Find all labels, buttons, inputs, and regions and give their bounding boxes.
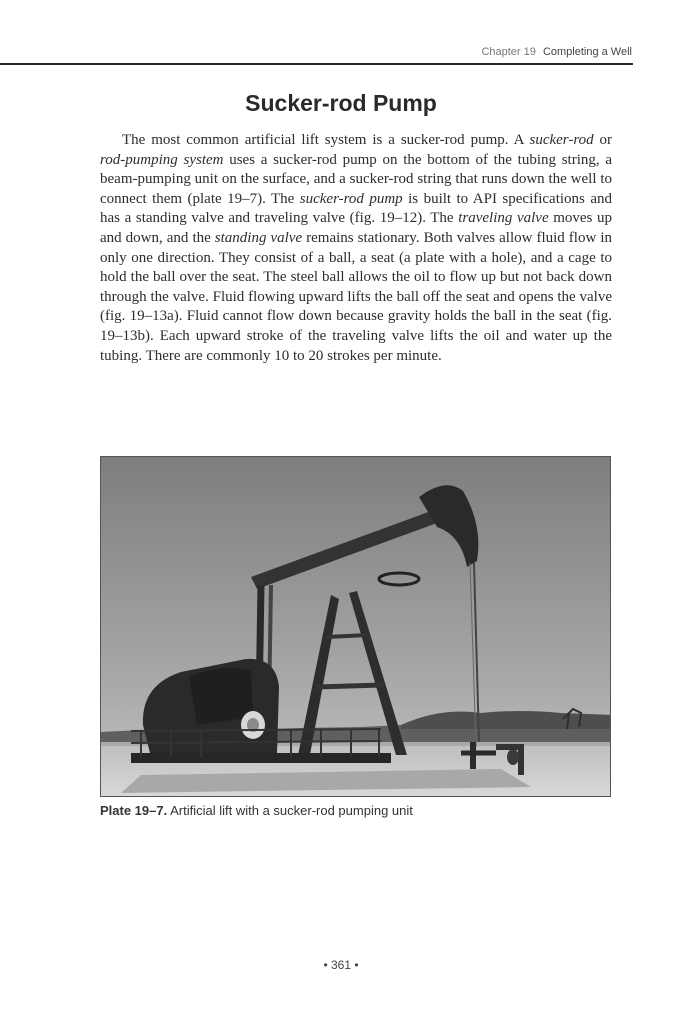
body-text-run: remains stationary. Both valves allow fluid flow in only one direction. They consist of a ball, a seat (a plate with a hole), and a cage to hold the ball over the seat. The steel ball allows the oil to flow up but not back down through the valve. Fluid flowing upward lifts the ball off the seat and opens the valve (fig. 19–13a). Fluid cannot flow down because gravity holds the ball in the seat (fig. 19–13b). Each upward stroke of the traveling valve lifts the oil and water up the tubing. There are commonly 10 to 20 strokes per minute. <box>100 229 612 364</box>
term-sucker-rod: sucker-rod <box>529 132 594 148</box>
section-title: Sucker-rod Pump <box>245 90 437 116</box>
term-standing-valve: standing valve <box>214 229 303 246</box>
page-number: • 361 • <box>323 958 359 972</box>
body-text-run: moves up and down, and the <box>100 210 613 246</box>
chapter-title: Completing a Well <box>542 46 632 58</box>
crank-counterweight <box>189 668 253 725</box>
caption-text: Artificial lift with a sucker-rod pumping unit <box>167 803 413 818</box>
chapter-number: Chapter 19 <box>481 46 536 58</box>
pumpjack-illustration <box>101 457 611 797</box>
caption-label: Plate 19–7. <box>100 803 168 818</box>
pumpjack-photo <box>100 456 611 797</box>
body-text-run: or <box>593 132 613 148</box>
figure-caption <box>100 803 413 818</box>
body-text-run: uses a sucker-rod pump on the bottom of the tubing string, a beam-pumping unit on the surface, and a sucker-rod string that runs down the well to connect them (plate 19–7). The <box>100 151 612 207</box>
term-sucker-rod-pump: sucker-rod pump <box>299 190 403 207</box>
header-rule <box>0 63 633 65</box>
body-paragraph <box>100 131 612 366</box>
term-rod-pumping-system: rod-pumping system <box>100 151 224 168</box>
body-text-run: is built to API specifications and has a standing valve and traveling valve (fig. 19–12). The <box>100 190 612 227</box>
running-head <box>481 46 632 58</box>
samson-brace <box>316 685 384 687</box>
term-traveling-valve: traveling valve <box>458 210 549 227</box>
body-text-run: The most common artificial lift system is a sucker-rod pump. A <box>122 132 530 148</box>
